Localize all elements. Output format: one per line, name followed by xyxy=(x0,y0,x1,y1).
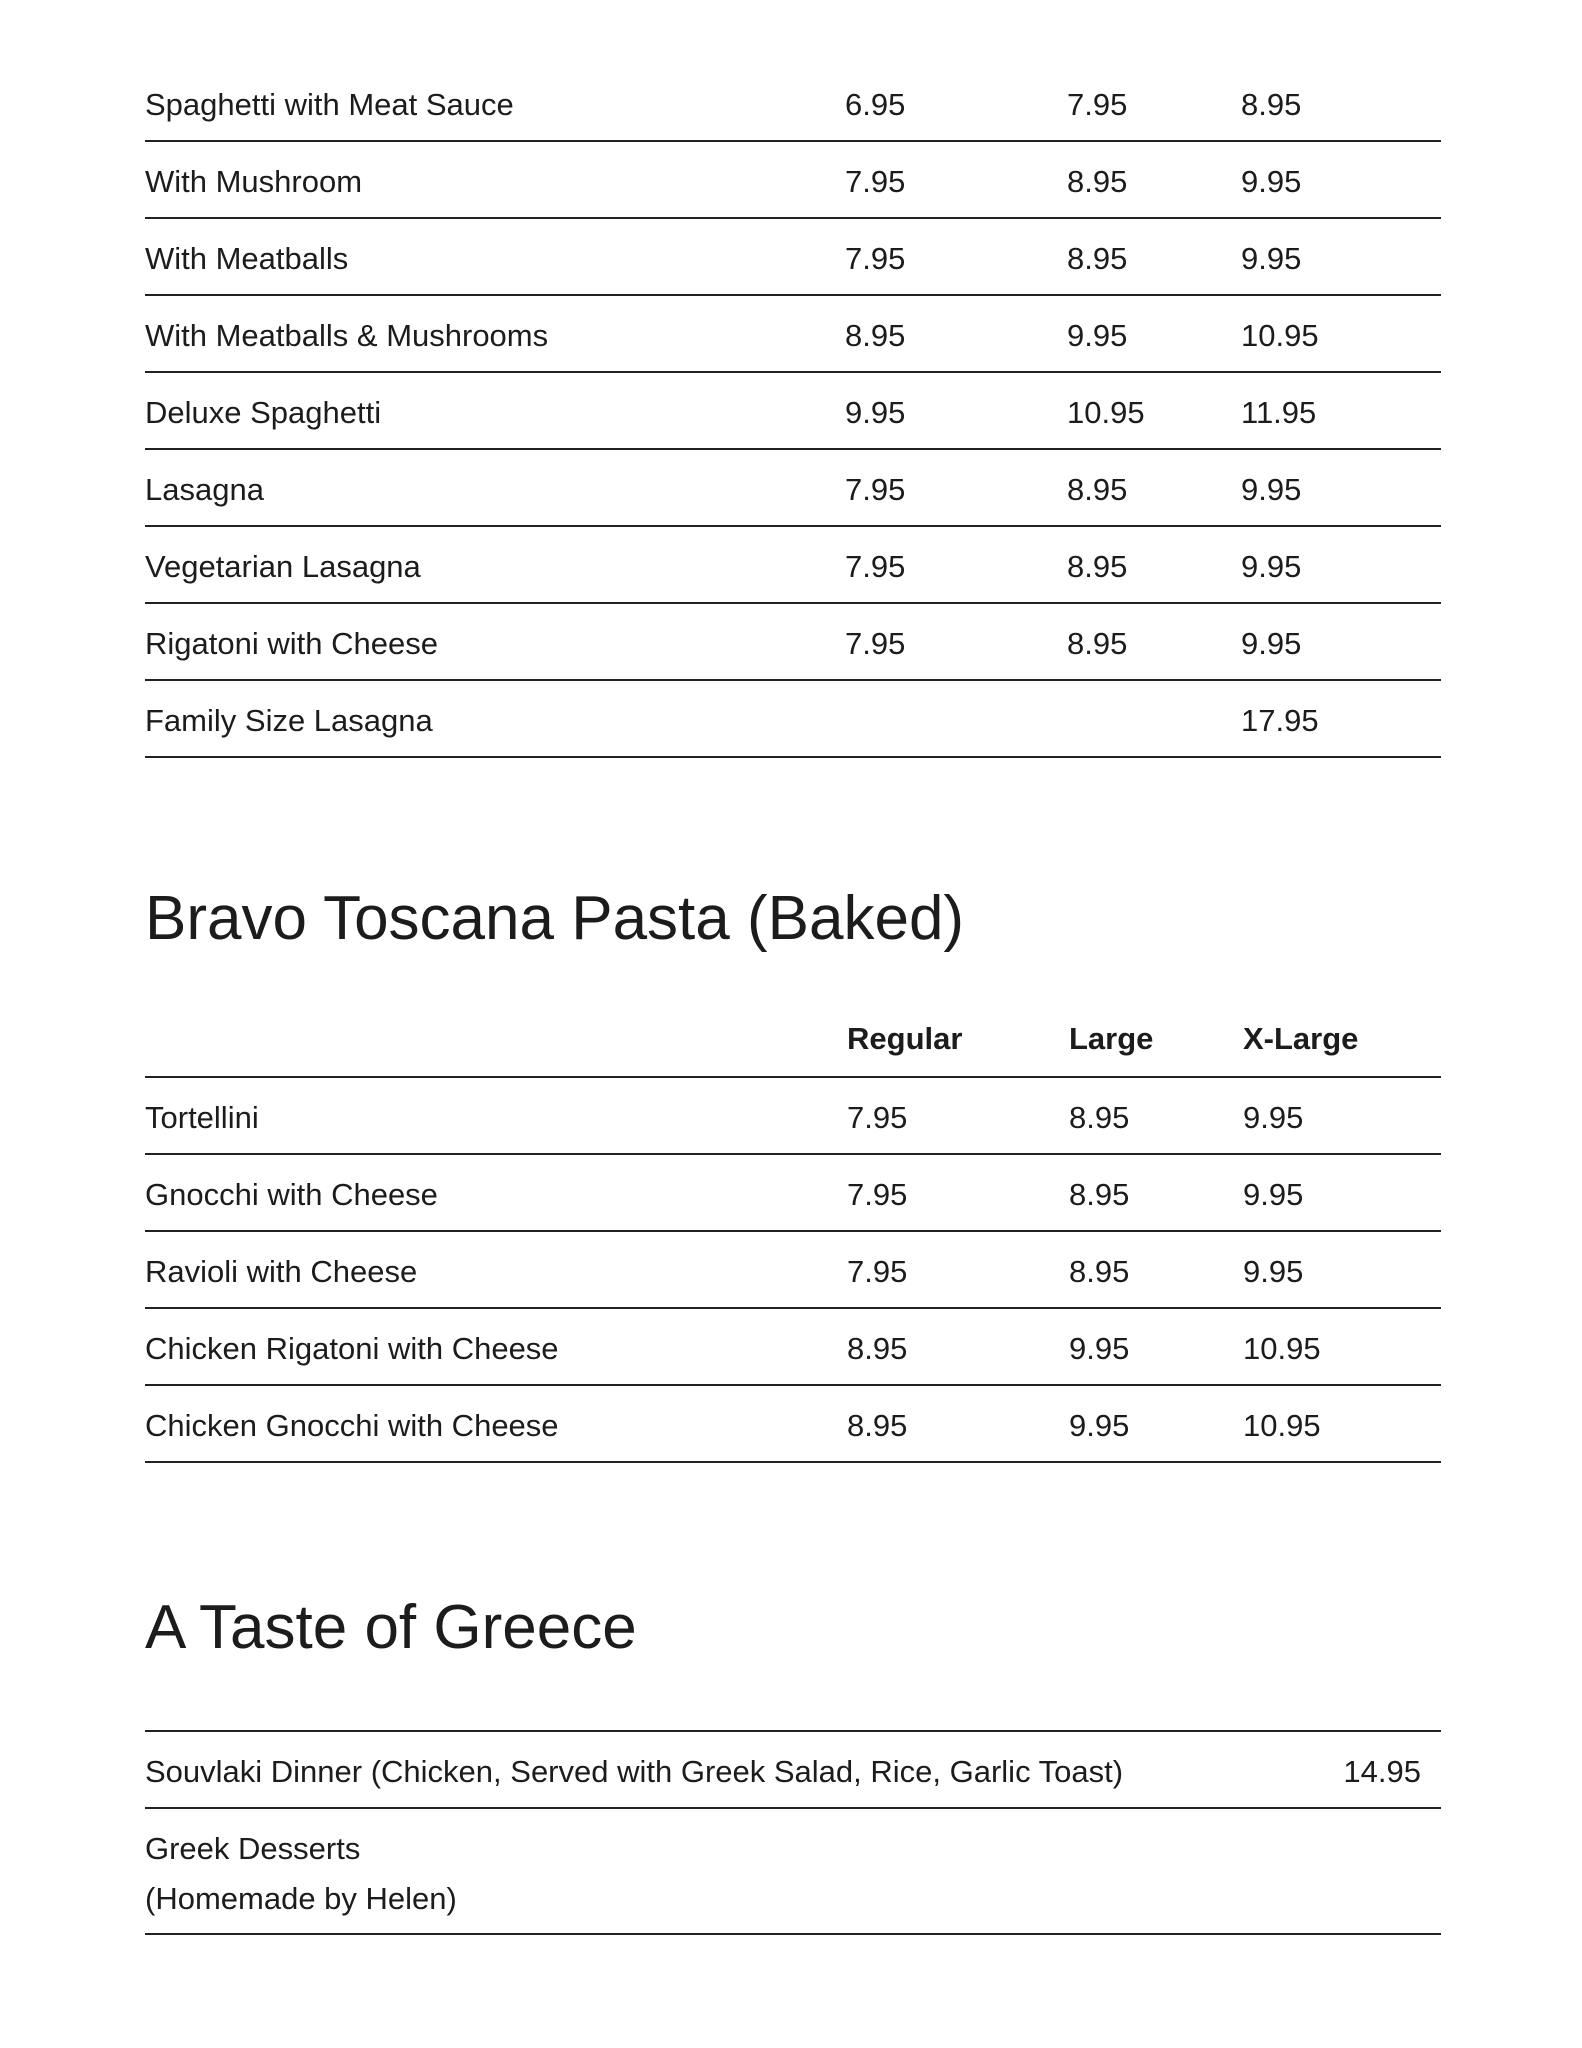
spaghetti-table xyxy=(145,65,1441,758)
item-name: With Meatballs xyxy=(145,241,349,276)
price-xlarge: 17.95 xyxy=(1241,703,1319,738)
price-xlarge: 9.95 xyxy=(1241,472,1302,507)
item-name: Souvlaki Dinner (Chicken, Served with Greek Salad, Rice, Garlic Toast) xyxy=(145,1754,1124,1789)
item-name: Spaghetti with Meat Sauce xyxy=(145,87,514,122)
price-regular: 7.95 xyxy=(847,1177,908,1212)
price-xlarge: 8.95 xyxy=(1241,87,1302,122)
price-large: 8.95 xyxy=(1067,549,1128,584)
table-row xyxy=(145,1386,1441,1463)
table-row xyxy=(145,1309,1441,1386)
price-xlarge: 9.95 xyxy=(1241,549,1302,584)
price-large: 9.95 xyxy=(1069,1408,1130,1443)
price-large: 9.95 xyxy=(1067,318,1128,353)
price-large: 8.95 xyxy=(1067,164,1128,199)
price-large: 9.95 xyxy=(1069,1331,1130,1366)
greece-table xyxy=(145,1730,1441,1935)
price-regular: 7.95 xyxy=(845,626,906,661)
item-name: Rigatoni with Cheese xyxy=(145,626,438,661)
item-name: Gnocchi with Cheese xyxy=(145,1177,438,1212)
table-row xyxy=(145,450,1441,527)
table-row xyxy=(145,142,1441,219)
price-regular: 8.95 xyxy=(847,1331,908,1366)
section-title-greece: A Taste of Greece xyxy=(145,1593,637,1662)
table-row xyxy=(145,1232,1441,1309)
price-xlarge: 11.95 xyxy=(1241,395,1317,430)
price-large: 8.95 xyxy=(1069,1100,1130,1135)
price-xlarge: 10.95 xyxy=(1241,318,1319,353)
item-note: (Homemade by Helen) xyxy=(145,1881,457,1916)
item-name: Lasagna xyxy=(145,472,264,507)
price-large: 8.95 xyxy=(1067,626,1128,661)
item-name: Chicken Rigatoni with Cheese xyxy=(145,1331,559,1366)
price-large: 8.95 xyxy=(1067,241,1128,276)
table-row xyxy=(145,219,1441,296)
price-regular: 8.95 xyxy=(847,1408,908,1443)
item-name: Family Size Lasagna xyxy=(145,703,433,738)
price-regular: 8.95 xyxy=(845,318,906,353)
price-xlarge: 9.95 xyxy=(1243,1177,1304,1212)
header-xlarge: X-Large xyxy=(1243,1021,1359,1056)
table-row xyxy=(145,1809,1441,1935)
table-row xyxy=(145,527,1441,604)
price-regular: 7.95 xyxy=(847,1254,908,1289)
table-row xyxy=(145,65,1441,142)
header-regular: Regular xyxy=(847,1021,963,1056)
table-row xyxy=(145,373,1441,450)
price-xlarge: 9.95 xyxy=(1241,164,1302,199)
price-large: 7.95 xyxy=(1067,87,1128,122)
price-regular: 7.95 xyxy=(847,1100,908,1135)
item-name: Greek Desserts xyxy=(145,1831,361,1866)
price-large: 8.95 xyxy=(1069,1254,1130,1289)
price-xlarge: 9.95 xyxy=(1243,1100,1304,1135)
price-regular: 7.95 xyxy=(845,241,906,276)
price-xlarge: 9.95 xyxy=(1241,626,1302,661)
item-name: Chicken Gnocchi with Cheese xyxy=(145,1408,559,1443)
table-row xyxy=(145,1078,1441,1155)
table-row xyxy=(145,604,1441,681)
table-row xyxy=(145,1732,1441,1809)
item-name: Ravioli with Cheese xyxy=(145,1254,418,1289)
price-regular: 9.95 xyxy=(845,395,906,430)
price-large: 8.95 xyxy=(1069,1177,1130,1212)
section-title-baked: Bravo Toscana Pasta (Baked) xyxy=(145,884,965,953)
price-large: 10.95 xyxy=(1067,395,1145,430)
table-row xyxy=(145,296,1441,373)
table-row xyxy=(145,681,1441,758)
baked-table xyxy=(145,1001,1441,1463)
price-regular: 7.95 xyxy=(845,472,906,507)
item-name: Deluxe Spaghetti xyxy=(145,395,382,430)
price-large: 8.95 xyxy=(1067,472,1128,507)
price-xlarge: 9.95 xyxy=(1243,1254,1304,1289)
price-xlarge: 9.95 xyxy=(1241,241,1302,276)
price-regular: 6.95 xyxy=(845,87,906,122)
item-name: With Meatballs & Mushrooms xyxy=(145,318,549,353)
item-name: Tortellini xyxy=(145,1100,259,1135)
price: 14.95 xyxy=(1343,1754,1421,1789)
table-header xyxy=(145,1001,1441,1078)
item-name: With Mushroom xyxy=(145,164,363,199)
table-row xyxy=(145,1155,1441,1232)
price-xlarge: 10.95 xyxy=(1243,1331,1321,1366)
item-name: Vegetarian Lasagna xyxy=(145,549,421,584)
price-regular: 7.95 xyxy=(845,549,906,584)
price-xlarge: 10.95 xyxy=(1243,1408,1321,1443)
header-large: Large xyxy=(1069,1021,1154,1056)
price-regular: 7.95 xyxy=(845,164,906,199)
